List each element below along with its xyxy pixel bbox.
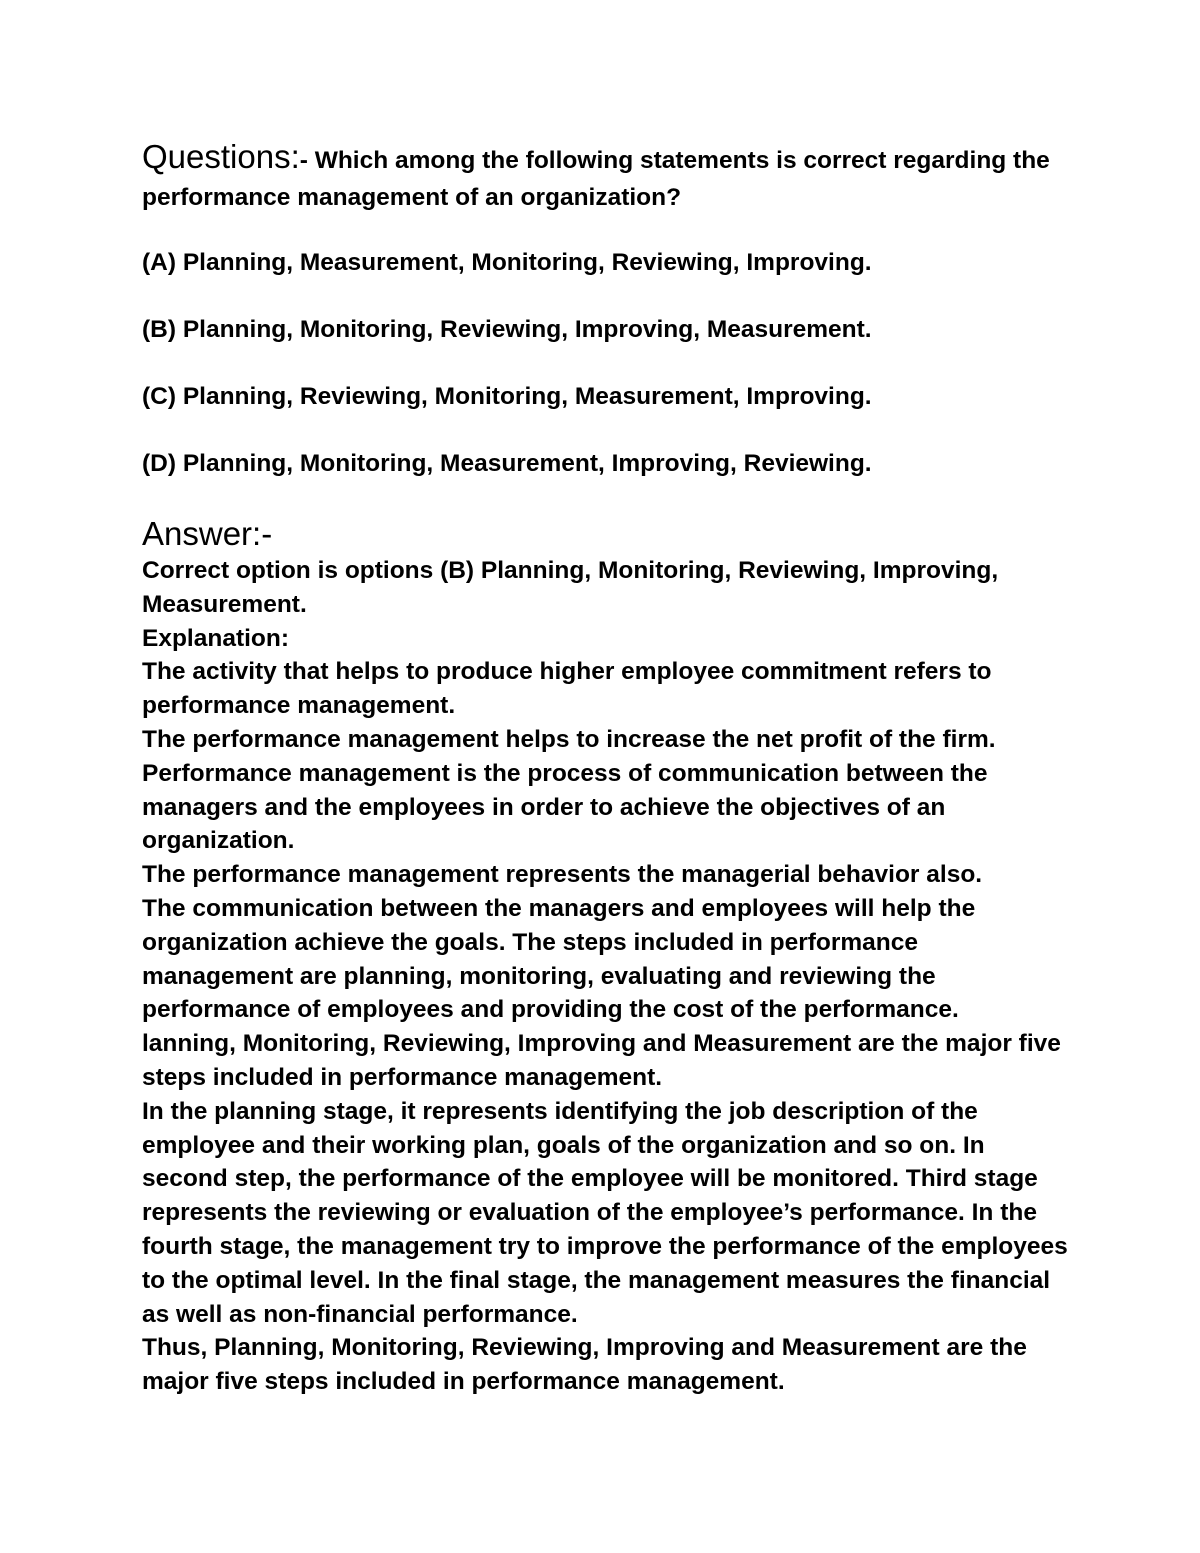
explanation-label: Explanation: [142, 624, 290, 652]
explanation-paragraph: The activity that helps to produce higher employee commitment refers to performance management. [142, 658, 992, 720]
correct-option-text: Correct option is options (B) Planning, Monitoring, Reviewing, Improving, Measurement. [142, 557, 999, 618]
question [142, 138, 1072, 216]
explanation-paragraph: lanning, Monitoring, Reviewing, Improving and Measurement are the major five steps included in performance management. [142, 1030, 1061, 1091]
explanation-paragraph: In the planning stage, it represents identifying the job description of the employee and their working plan, goals of the organization and so on. In second step, the performance of the employee will be monitored. Third stage represents the reviewing or evaluation of the employee’s performance. In the fourth stage, the management try to improve the performance of the employees to the optimal level. In the final stage, the management measures the financial as well as non-financial performance. [142, 1097, 1068, 1328]
explanation-paragraph: Thus, Planning, Monitoring, Reviewing, Improving and Measurement are the major five steps included in performance management. [142, 1334, 1027, 1396]
question-text: - Which among the following statements is correct regarding the performance management of an organization? [142, 147, 1050, 211]
explanation-paragraph: The performance management helps to increase the net profit of the firm. [142, 725, 996, 753]
option-b: (B) Planning, Monitoring, Reviewing, Improving, Measurement. [142, 316, 872, 343]
explanation-paragraph: The communication between the managers and employees will help the organization achieve the goals. The steps included in performance management are planning, monitoring, evaluating and reviewing the performance of employees and providing the cost of the performance. [142, 894, 976, 1024]
document-content [142, 138, 1072, 1399]
option-d: (D) Planning, Monitoring, Measurement, Improving, Reviewing. [142, 450, 872, 477]
question-label: Questions: [142, 138, 300, 175]
answer-body [142, 554, 1072, 1399]
explanation-paragraph: Performance management is the process of communication between the managers and the employees in order to achieve the objectives of an organization. [142, 759, 988, 855]
explanation-paragraph: The performance management represents the managerial behavior also. [142, 861, 983, 889]
option-a: (A) Planning, Measurement, Monitoring, Reviewing, Improving. [142, 249, 872, 276]
answer-heading: Answer:- [142, 515, 273, 552]
option-c: (C) Planning, Reviewing, Monitoring, Measurement, Improving. [142, 383, 872, 410]
options-list [142, 246, 1072, 480]
